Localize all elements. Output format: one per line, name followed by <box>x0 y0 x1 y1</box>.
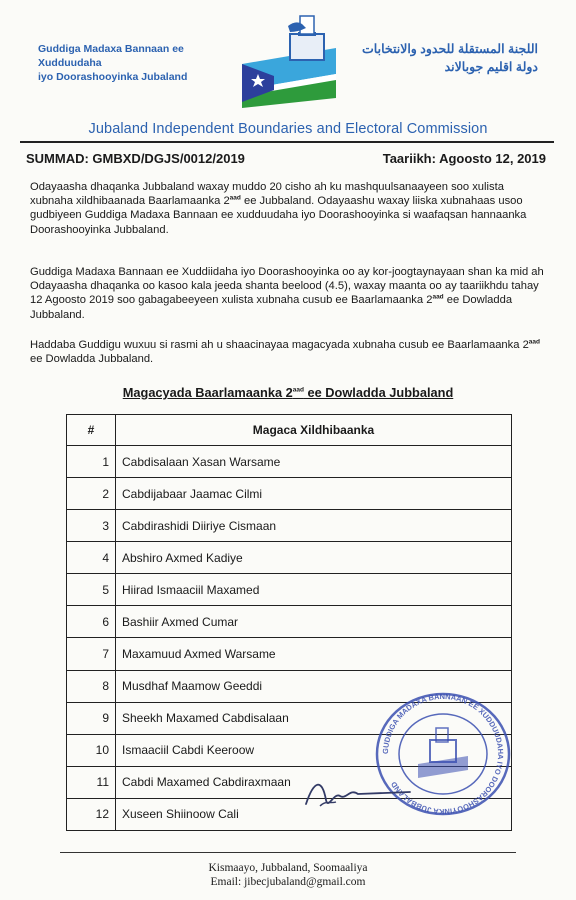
table-row <box>67 542 512 574</box>
row-number: 12 <box>67 798 116 830</box>
table-title-a: Magacyada Baarlamaanka 2 <box>122 385 293 400</box>
handwritten-signature-icon <box>300 770 420 816</box>
row-number: 5 <box>67 574 116 606</box>
member-name: Cabdirashidi Diiriye Cismaan <box>116 510 512 542</box>
row-number: 4 <box>67 542 116 574</box>
member-name: Cabdisalaan Xasan Warsame <box>116 446 512 478</box>
table-title-b: ee Dowladda Jubbaland <box>303 385 454 400</box>
commission-name: Jubaland Independent Boundaries and Electoral Commission <box>88 121 488 137</box>
member-name: Cabdi Maxamed Cabdiraxmaan <box>116 766 512 798</box>
row-number: 2 <box>67 478 116 510</box>
table-row <box>67 574 512 606</box>
header-right-line1: اللجنة المستقلة للحدود والانتخابات <box>362 42 538 56</box>
member-name: Hiirad Ismaaciil Maxamed <box>116 574 512 606</box>
row-number: 11 <box>67 766 116 798</box>
svg-text:GUDDIGA MADAXA BANNAAN EE XUDD: GUDDIGA MADAXA BANNAAN EE XUDDUUDAHA IYO DOORASHOOYINKA JUBBALAND <box>380 691 506 817</box>
header-divider <box>20 141 554 143</box>
member-name: Sheekh Maxamed Cabdisalaan <box>116 702 512 734</box>
p2-text-b: ee Dowladda Jubbaland. <box>30 294 513 321</box>
header-right-line2: دولة اقليم جوبالاند <box>444 60 538 74</box>
row-number: 8 <box>67 670 116 702</box>
row-number: 7 <box>67 638 116 670</box>
p1-text-a: Odayaasha dhaqanka Jubbaland waxay muddo 20 cisho ah ku mashquulsanaayeen soo xulista xubnaha xildhibaanada Baarlamaanka 2 <box>30 181 504 208</box>
table-row <box>67 510 512 542</box>
p1-text-b: ee Jubbaland. Odayaashu waxay liiska xubnahaas usoo gudbiyeen Guddiga Madaxa Bannaan ee xudduudaha iyo Doorashooyinka si waafaqsan hannaanka Doorashooyinka Jubbaland. <box>30 195 527 236</box>
table-title <box>0 385 576 400</box>
footer-address: Kismaayo, Jubbaland, Soomaaliya <box>208 862 368 874</box>
row-number: 3 <box>67 510 116 542</box>
paragraph-2 <box>30 265 545 322</box>
table-title-sup: aad <box>292 386 304 394</box>
row-number: 10 <box>67 734 116 766</box>
member-name: Cabdijabaar Jaamac Cilmi <box>116 478 512 510</box>
reference-number: SUMMAD: GMBXD/DGJS/0012/2019 <box>26 151 245 166</box>
table-header-row <box>67 415 512 446</box>
row-number: 9 <box>67 702 116 734</box>
header-left-line2: iyo Doorashooyinka Jubaland <box>38 71 188 83</box>
paragraph-3 <box>30 338 545 366</box>
p3-sup: aad <box>528 338 540 346</box>
table-row <box>67 478 512 510</box>
table-row <box>67 606 512 638</box>
column-header-name: Magaca Xildhibaanka <box>116 415 512 446</box>
table-row <box>67 638 512 670</box>
member-name: Musdhaf Maamow Geeddi <box>116 670 512 702</box>
footer-divider <box>60 852 516 853</box>
table-row <box>67 446 512 478</box>
column-header-number: # <box>67 415 116 446</box>
paragraph-1 <box>30 180 545 237</box>
p2-sup: aad <box>432 293 444 301</box>
p3-text-a: Haddaba Guddigu wuxuu si rasmi ah u shaacinayaa magacyada xubnaha cusub ee Baarlamaanka 2 <box>30 339 529 351</box>
row-number: 1 <box>67 446 116 478</box>
member-name: Ismaaciil Cabdi Keeroow <box>116 734 512 766</box>
p3-text-b: ee Dowladda Jubbaland. <box>30 353 154 366</box>
header-left-line1: Guddiga Madaxa Bannaan ee Xudduudaha <box>38 43 184 69</box>
header-arabic-name <box>348 40 538 76</box>
row-number: 6 <box>67 606 116 638</box>
header-somali-name <box>38 42 238 84</box>
member-name: Abshiro Axmed Kadiye <box>116 542 512 574</box>
p2-text-a: Guddiga Madaxa Bannaan ee Xuddiidaha iyo Doorashooyinka oo ay kor-joogtaynayaan shan ka mid ah Odayaasha dhaqanka oo kasoo kala jeeda shanta beelood (4.5), waxay maanta oo ay taariikhdu tahay 12 Agoosto 2019 soo gabagabeeyeen xulista xubnaha cusub ee Baarlamaanka 2 <box>30 266 544 307</box>
member-name: Xuseen Shiinoow Cali <box>116 798 512 830</box>
document-date: Taariikh: Agoosto 12, 2019 <box>382 151 546 166</box>
p1-sup: aad <box>229 194 241 202</box>
member-name: Bashiir Axmed Cumar <box>116 606 512 638</box>
member-name: Maxamuud Axmed Warsame <box>116 638 512 670</box>
ballot-box-flag-logo-icon <box>236 12 342 110</box>
footer-email: Email: jibecjubaland@gmail.com <box>210 876 366 888</box>
